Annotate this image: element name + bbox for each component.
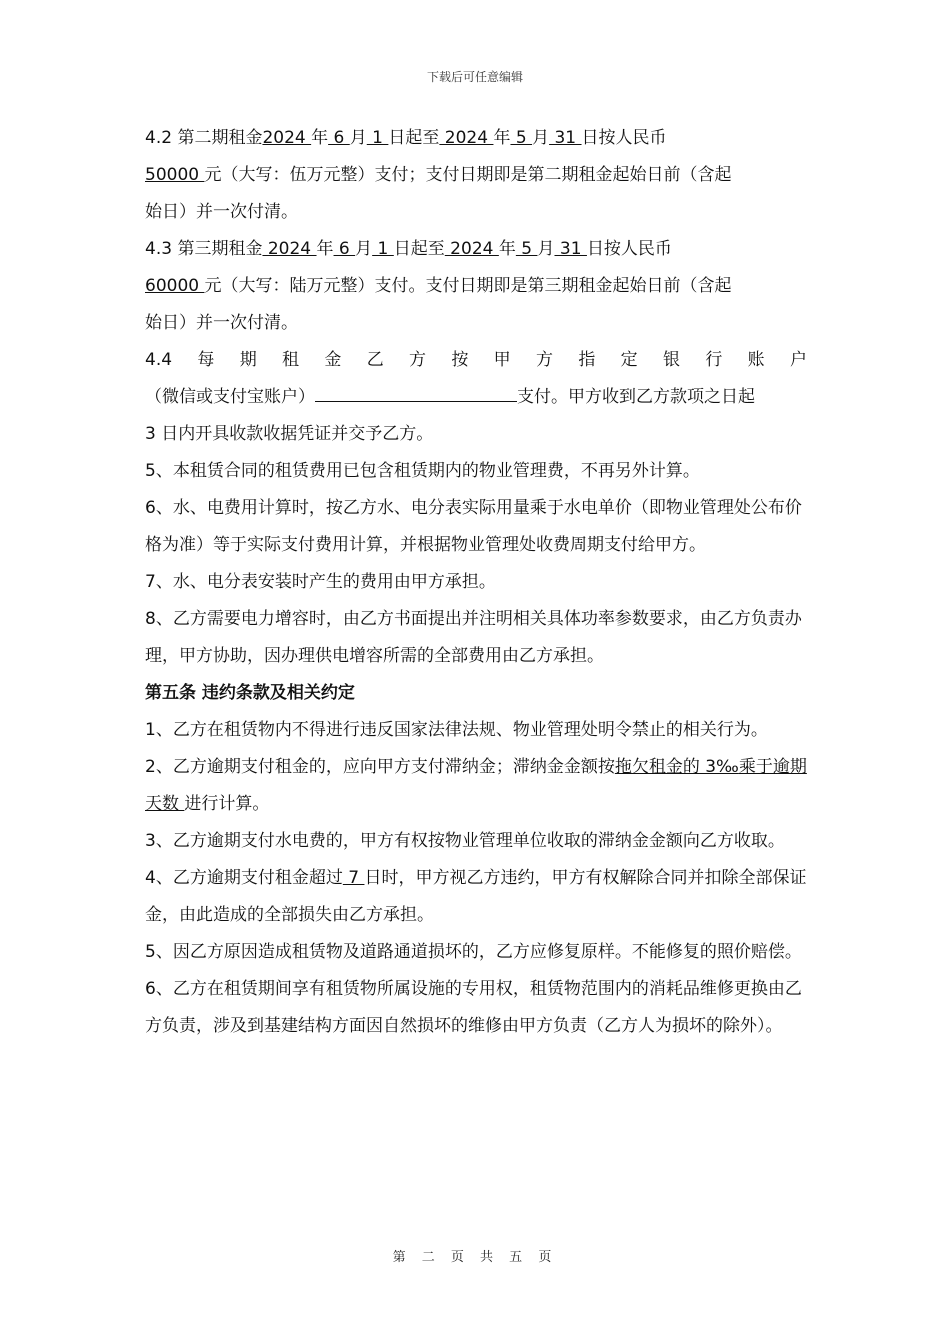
article-5-item-2: 2、乙方逾期支付租金的，应向甲方支付滞纳金；滞纳金金额按拖欠租金的 3‰乘于逾期天数 进行计算。 bbox=[145, 757, 807, 814]
clause-4-4-line-1: 4.4 每 期 租 金 乙 方 按 甲 方 指 定 银 行 账 户 bbox=[145, 350, 807, 370]
article-5-item-4: 4、乙方逾期支付租金超过 7 日时，甲方视乙方违约，甲方有权解除合同并扣除全部保证金，由此造成的全部损失由乙方承担。 bbox=[145, 868, 807, 925]
underlined-day: 1 bbox=[372, 239, 394, 259]
clause-4-2-line-2: 50000 元（大写：伍万元整）支付；支付日期即是第二期租金起始日前（含起 bbox=[145, 165, 732, 185]
article-5-item-5: 5、因乙方原因造成租赁物及道路通道损坏的，乙方应修复原样。不能修复的照价赔偿。 bbox=[145, 942, 802, 962]
underlined-days: 7 bbox=[342, 868, 365, 888]
underlined-day: 31 bbox=[549, 128, 582, 148]
clause-7: 7、水、电分表安装时产生的费用由甲方承担。 bbox=[145, 572, 496, 592]
clause-6: 6、水、电费用计算时，按乙方水、电分表实际用量乘于水电单价（即物业管理处公布价格为准）等于实际支付费用计算，并根据物业管理处收费周期支付给甲方。 bbox=[145, 498, 802, 555]
clause-4-3-line-1: 4.3 第三期租金 2024 年 6 月 1 日起至 2024 年 5 月 31 日按人民币 bbox=[145, 239, 672, 259]
underlined-penalty-rate: 拖欠租金的 3‰ bbox=[614, 757, 739, 777]
underlined-overdue-days: 乘于逾期天数 bbox=[145, 757, 807, 814]
underlined-month: 5 bbox=[515, 239, 538, 259]
blank-account-line bbox=[315, 381, 517, 402]
underlined-year: 2024 bbox=[262, 239, 317, 259]
underlined-year: 2024 bbox=[262, 128, 312, 148]
underlined-day: 31 bbox=[554, 239, 587, 259]
underlined-day: 1 bbox=[366, 128, 389, 148]
underlined-amount: 60000 bbox=[145, 276, 205, 296]
clause-4-2-line-3: 始日）并一次付清。 bbox=[145, 202, 298, 222]
clause-4-3-line-3: 始日）并一次付清。 bbox=[145, 313, 298, 333]
underlined-amount: 50000 bbox=[145, 165, 205, 185]
underlined-year: 2024 bbox=[439, 128, 494, 148]
page-footer: 第 二 页 共 五 页 bbox=[392, 1250, 558, 1265]
clause-5: 5、本租赁合同的租赁费用已包含租赁期内的物业管理费，不再另外计算。 bbox=[145, 461, 700, 481]
document-body bbox=[145, 120, 807, 1045]
article-5-item-1: 1、乙方在租赁物内不得进行违反国家法律法规、物业管理处明令禁止的相关行为。 bbox=[145, 720, 768, 740]
underlined-year: 2024 bbox=[444, 239, 499, 259]
underlined-month: 6 bbox=[333, 239, 356, 259]
article-5-item-3: 3、乙方逾期支付水电费的，甲方有权按物业管理单位收取的滞纳金金额向乙方收取。 bbox=[145, 831, 785, 851]
article-5-item-6: 6、乙方在租赁期间享有租赁物所属设施的专用权，租赁物范围内的消耗品维修更换由乙方负责，涉及到基建结构方面因自然损坏的维修由甲方负责（乙方人为损坏的除外）。 bbox=[145, 979, 802, 1036]
page-header: 下载后可任意编辑 bbox=[426, 70, 523, 84]
article-5-title: 第五条 违约条款及相关约定 bbox=[145, 683, 355, 703]
clause-8: 8、乙方需要电力增容时，由乙方书面提出并注明相关具体功率参数要求，由乙方负责办理，甲方协助，因办理供电增容所需的全部费用由乙方承担。 bbox=[145, 609, 802, 666]
clause-4-3-line-2: 60000 元（大写：陆万元整）支付。支付日期即是第三期租金起始日前（含起 bbox=[145, 276, 732, 296]
underlined-month: 5 bbox=[510, 128, 533, 148]
underlined-month: 6 bbox=[328, 128, 350, 148]
clause-4-2-line-1: 4.2 第二期租金2024 年 6 月 1 日起至 2024 年 5 月 31 日按人民币 bbox=[145, 128, 667, 148]
clause-4-4-line-2: （微信或支付宝账户） 支付。甲方收到乙方款项之日起 bbox=[145, 379, 807, 416]
clause-4-4-line-3: 3 日内开具收款收据凭证并交予乙方。 bbox=[145, 424, 434, 444]
